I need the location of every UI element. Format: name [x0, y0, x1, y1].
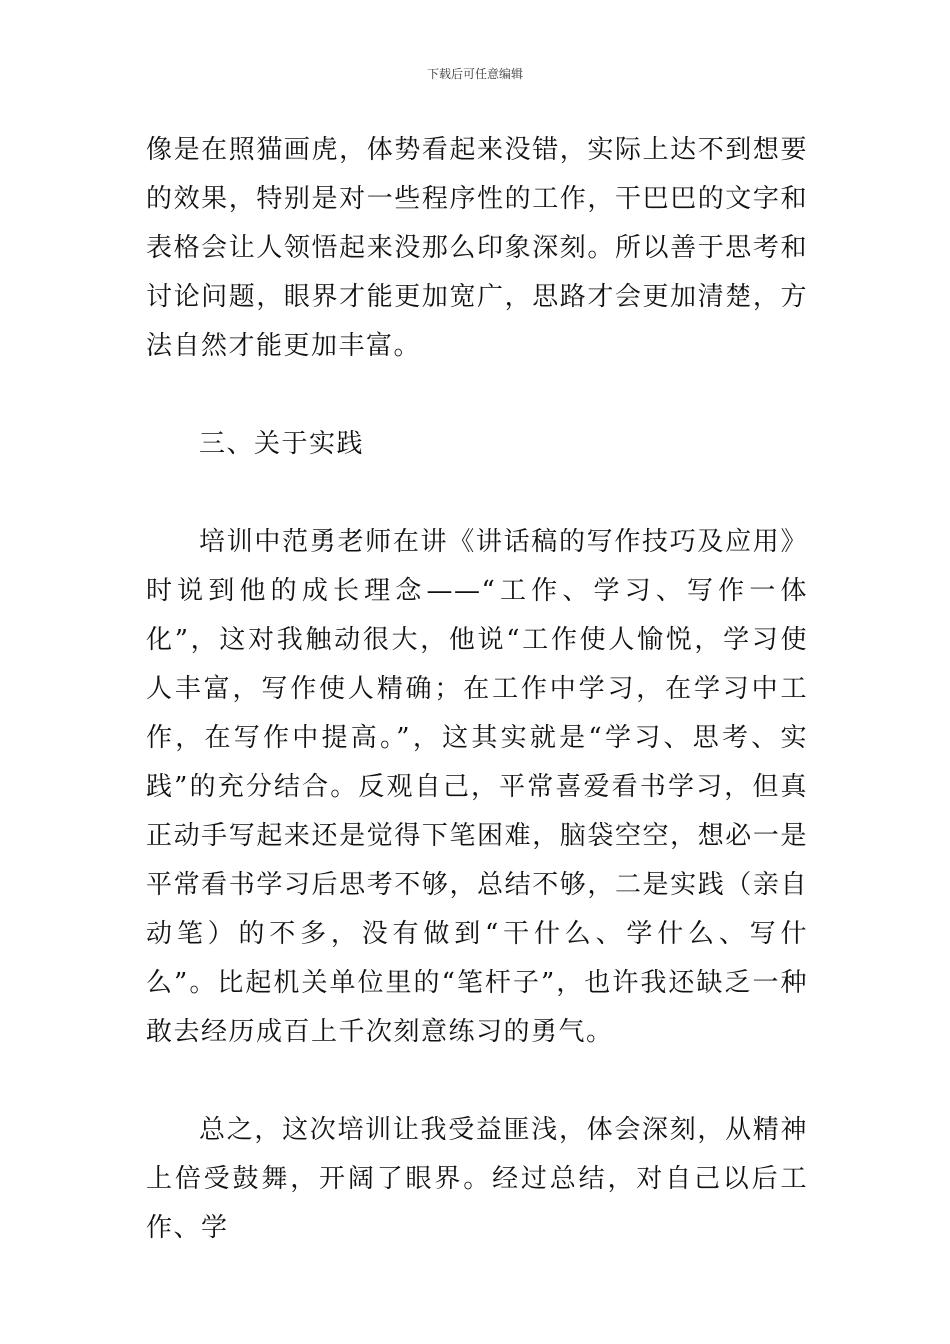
paragraph-practice: 培训中范勇老师在讲《讲话稿的写作技巧及应用》时说到他的成长理念——“工作、学习、写作一体化”，这对我触动很大，他说“工作使人愉悦，学习使人丰富，写作使人精确；在工作中学习，在学习中工作，在写作中提高。”，这其实就是“学习、思考、实践”的充分结合。反观自己，平常喜爱看书学习，但真正动手写起来还是觉得下笔困难，脑袋空空，想必一是平常看书学习后思考不够，总结不够，二是实践（亲自动笔）的不多，没有做到“干什么、学什么、写什么”。比起机关单位里的“笔杆子”，也许我还缺乏一种敢去经历成百上千次刻意练习的勇气。 — [146, 527, 808, 1047]
paragraph-continuation: 像是在照猫画虎，体势看起来没错，实际上达不到想要的效果，特别是对一些程序性的工作，干巴巴的文字和表格会让人领悟起来没那么印象深刻。所以善于思考和讨论问题，眼界才能更加宽广，思路才会更加清楚，方法自然才能更加丰富。 — [146, 135, 808, 361]
section-heading-practice: 三、关于实践 — [199, 429, 365, 459]
page-header: 下载后可任意编辑 — [426, 67, 523, 81]
document-body — [146, 126, 808, 1253]
paragraph-conclusion: 总之，这次培训让我受益匪浅，体会深刻，从精神上倍受鼓舞，开阔了眼界。经过总结，对自己以后工作、学 — [146, 1115, 808, 1243]
